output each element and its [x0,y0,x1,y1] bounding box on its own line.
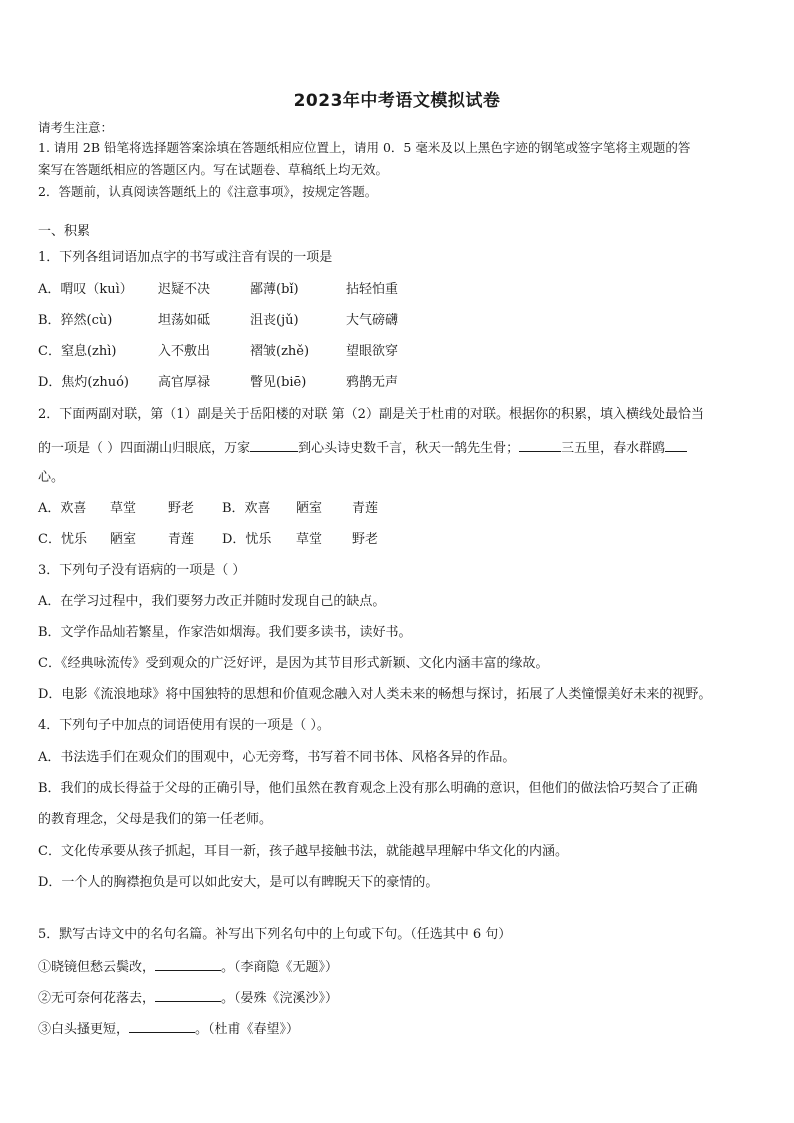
question-5-item-1 [38,958,338,976]
q2-a-3: 野老 [168,501,195,516]
q5-item-2-text: ②无可奈何花落去， [38,991,156,1006]
q1-c-col2: 入不敷出 [158,344,211,359]
q5-item-2-source: 。（晏殊《浣溪沙》） [221,991,339,1006]
question-2-line-3: 心。 [38,470,65,485]
q2-d-1: D．忧乐 [222,532,272,547]
page-title: 2023年中考语文模拟试卷 [293,91,501,111]
q2-text-c: 三五里，春水群鸥 [561,441,666,456]
q2-d-2: 草堂 [296,532,323,547]
question-4-option-c: C．文化传承要从孩子抓起，耳目一新，孩子越早接触书法，就能越早理解中华文化的内涵。 [38,844,568,859]
q5-item-1-blank [155,958,221,971]
q1-c-col4: 望眼欲穿 [346,344,399,359]
q2-text-a: 的一项是（ ）四面湖山归眼底，万家 [38,441,251,456]
q1-a-col2: 迟疑不决 [158,282,211,297]
question-4-option-a: A．书法选手们在观众们的围观中，心无旁骛，书写着不同书体、风格各异的作品。 [38,750,516,765]
q1-b-col2: 坦荡如砥 [158,313,211,328]
q2-c-2: 陋室 [110,532,137,547]
notice-item-1a: 1. 请用 2B 铅笔将选择题答案涂填在答题纸相应位置上，请用 0．5 毫米及以上黑色字迹的钢笔或签字笔将主观题的答 [38,140,691,155]
q1-d-col4: 鸦鹊无声 [346,375,399,390]
q2-b-1: B．欢喜 [222,501,271,516]
q2-blank-2 [519,439,561,452]
question-3-stem: 3．下列句子没有语病的一项是（ ） [38,563,246,578]
q2-blank-1 [250,439,298,452]
q1-c-col1: C．窒息(zhì) [38,344,117,359]
question-1-stem: 1．下列各组词语加点字的书写或注音有误的一项是 [38,250,333,265]
q1-b-col1: B．猝然(cù) [38,313,113,328]
q5-item-1-source: 。（李商隐《无题》） [221,960,339,975]
question-4-stem: 4．下列句子中加点的词语使用有误的一项是（ ）。 [38,718,330,733]
q2-text-b: 到心头诗史数千言，秋天一鹄先生骨； [298,441,520,456]
question-3-option-d: D．电影《流浪地球》将中国独特的思想和价值观念融入对人类未来的畅想与探讨，拓展了人类憧憬美好未来的视野。 [38,687,712,702]
notice-item-1b: 案写在答题纸相应的答题区内。写在试题卷、草稿纸上均无效。 [38,162,389,177]
q2-b-2: 陋室 [296,501,323,516]
q1-d-col3: 瞥见(biē) [250,375,307,390]
question-3-option-a: A．在学习过程中，我们要努力改正并随时发现自己的缺点。 [38,594,386,609]
question-2-stem: 2．下面两副对联，第（1）副是关于岳阳楼的对联 第（2）副是关于杜甫的对联。根据你的积累，填入横线处最恰当 [38,407,704,422]
q1-a-col4: 拈轻怕重 [346,282,399,297]
question-3-option-c: C．《经典咏流传》受到观众的广泛好评，是因为其节目形式新颖、文化内涵丰富的缘故。 [38,656,549,671]
q2-b-3: 青莲 [352,501,379,516]
q1-b-col3: 沮丧(jǔ) [250,313,299,328]
q2-c-3: 青莲 [168,532,195,547]
q1-c-col3: 褶皱(zhě) [250,344,310,359]
q1-b-col4: 大气磅礴 [346,313,399,328]
question-5-stem: 5．默写古诗文中的名句名篇。补写出下列名句中的上句或下句。（任选其中 6 句） [38,927,512,942]
q5-item-3-blank [129,1020,195,1033]
question-2-line-2 [38,439,687,457]
q2-c-1: C．忧乐 [38,532,87,547]
q2-d-3: 野老 [352,532,379,547]
q2-blank-3 [665,439,687,452]
q5-item-1-text: ①晓镜但愁云鬓改， [38,960,156,975]
q5-item-2-blank [155,989,221,1002]
question-5-item-2 [38,989,338,1007]
question-3-option-b: B．文学作品灿若繁星，作家浩如烟海。我们要多读书，读好书。 [38,625,412,640]
q1-d-col1: D．焦灼(zhuó) [38,375,129,390]
q5-item-3-source: 。（杜甫《春望》） [195,1022,300,1037]
q2-a-1: A．欢喜 [38,501,87,516]
q2-a-2: 草堂 [110,501,137,516]
question-4-option-d: D．一个人的胸襟抱负是可以如此安大，是可以有睥睨天下的豪情的。 [38,875,439,890]
q1-a-col1: A．喟叹（kuì） [38,282,133,297]
question-4-option-b-line-1: B．我们的成长得益于父母的正确引导，他们虽然在教育观念上没有那么明确的意识，但他们的做法恰巧契合了正确 [38,781,698,796]
question-4-option-b-line-2: 的教育理念，父母是我们的第一任老师。 [38,812,273,827]
q1-d-col2: 高官厚禄 [158,375,211,390]
section-heading: 一、积累 [38,224,91,239]
notice-item-2: 2．答题前，认真阅读答题纸上的《注意事项》，按规定答题。 [38,184,378,199]
q1-a-col3: 鄙薄(bǐ) [250,282,299,297]
notice-heading: 请考生注意： [38,120,114,135]
q5-item-3-text: ③白头搔更短， [38,1022,130,1037]
question-5-item-3 [38,1020,299,1038]
